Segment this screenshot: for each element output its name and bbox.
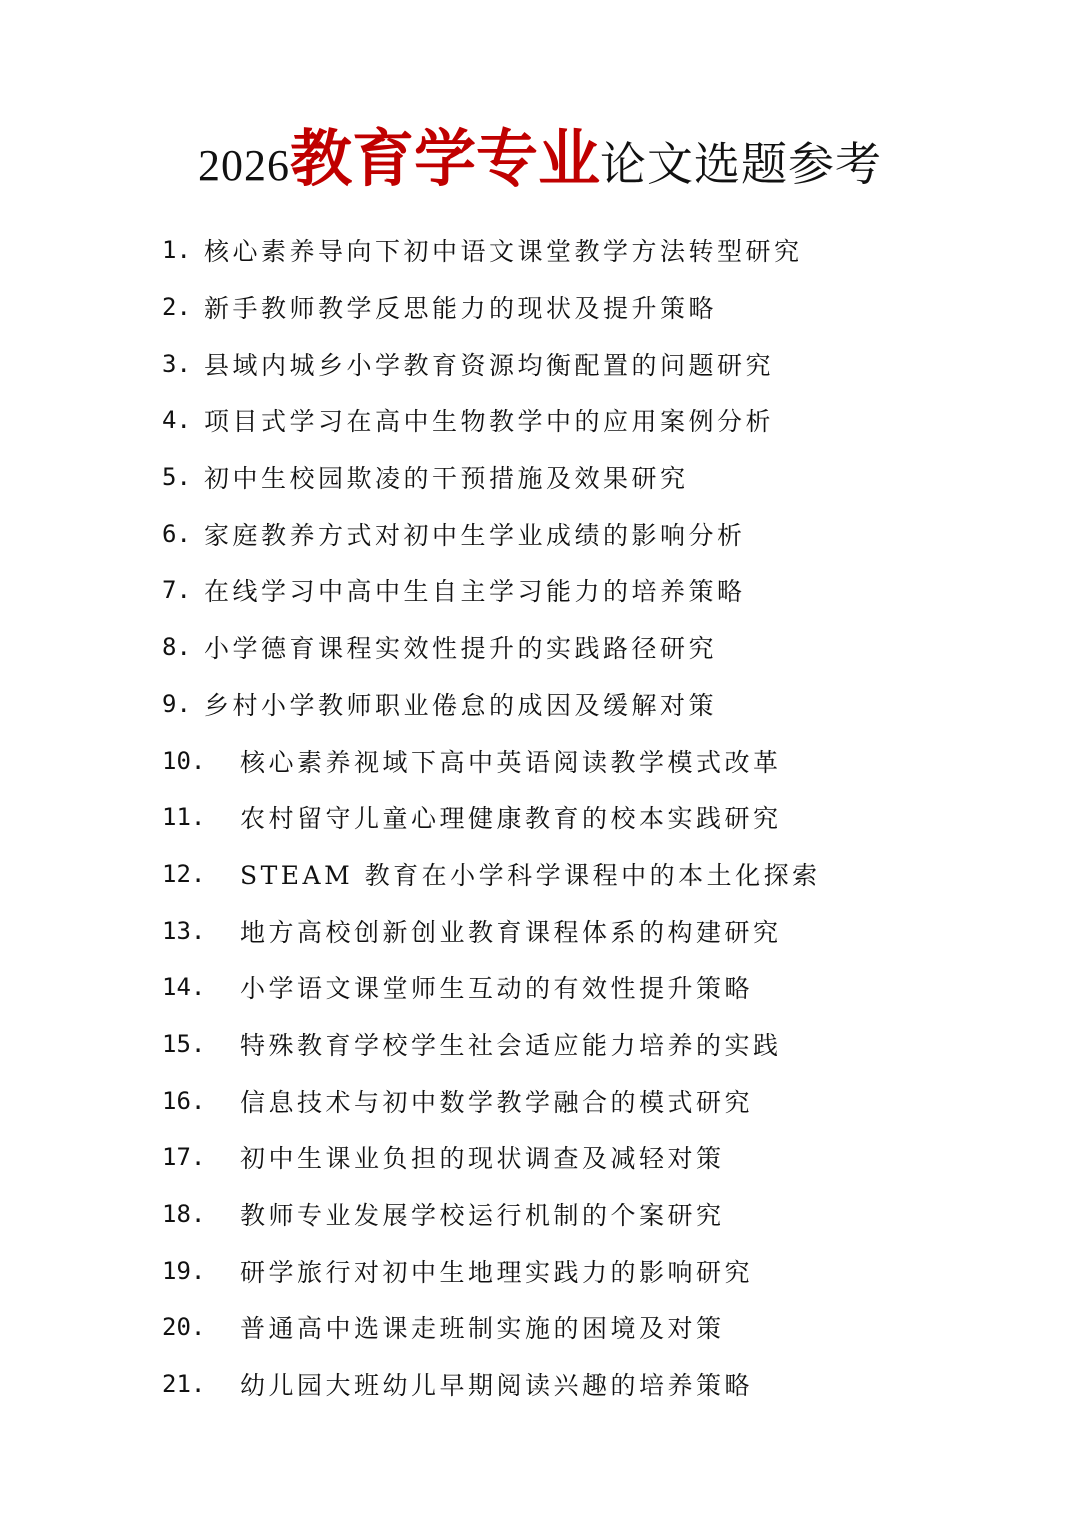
topic-number: 5. [162,463,191,492]
topic-item [162,392,1042,449]
topic-text: 核心素养导向下初中语文课堂教学方法转型研究 [204,237,803,267]
topic-item [162,1299,1042,1356]
topic-item [162,1072,1042,1129]
topic-item [162,789,1042,846]
topic-item [162,1016,1042,1073]
topic-number: 10. [162,746,206,775]
topic-item [162,619,1042,676]
topic-text: 家庭教养方式对初中生学业成绩的影响分析 [204,520,746,550]
topic-item [162,959,1042,1016]
topic-number: 16. [162,1086,206,1115]
topic-item [162,1356,1042,1413]
topic-list [162,222,1042,1412]
topic-text: 项目式学习在高中生物教学中的应用案例分析 [204,407,775,437]
topic-text: 普通高中选课走班制实施的困境及对策 [240,1314,725,1344]
topic-item [162,1129,1042,1186]
topic-text: 小学德育课程实效性提升的实践路径研究 [204,634,718,664]
topic-text: 教师专业发展学校运行机制的个案研究 [240,1201,725,1231]
topic-text: 初中生课业负担的现状调查及减轻对策 [240,1144,725,1174]
topic-item [162,846,1042,903]
topic-item [162,1242,1042,1299]
topic-text: 初中生校园欺凌的干预措施及效果研究 [204,464,689,494]
topic-text: 县域内城乡小学教育资源均衡配置的问题研究 [204,350,775,380]
topic-item [162,449,1042,506]
topic-text: 特殊教育学校学生社会适应能力培养的实践 [240,1030,782,1060]
topic-text: 在线学习中高中生自主学习能力的培养策略 [204,577,746,607]
topic-number: 3. [162,349,191,378]
topic-number: 7. [162,576,191,605]
topic-number: 13. [162,916,206,945]
topic-number: 12. [162,859,206,888]
topic-text: 信息技术与初中数学教学融合的模式研究 [240,1087,754,1117]
topic-number: 18. [162,1200,206,1229]
topic-item [162,902,1042,959]
title-suffix: 论文选题参考 [600,137,882,191]
topic-item [162,562,1042,619]
topic-text: 地方高校创新创业教育课程体系的构建研究 [240,917,782,947]
topic-number: 17. [162,1143,206,1172]
topic-number: 19. [162,1256,206,1285]
page-title [0,122,1080,195]
topic-number: 4. [162,406,191,435]
topic-number: 9. [162,689,191,718]
topic-number: 8. [162,633,191,662]
title-highlight: 教育学专业 [289,122,600,195]
title-year: 2026 [197,141,290,190]
topic-item [162,1186,1042,1243]
topic-number: 14. [162,973,206,1002]
topic-number: 20. [162,1313,206,1342]
topic-text: 幼儿园大班幼儿早期阅读兴趣的培养策略 [240,1371,754,1401]
topic-number: 21. [162,1370,206,1399]
topic-text: 新手教师教学反思能力的现状及提升策略 [204,294,718,324]
topic-item [162,732,1042,789]
topic-text: 研学旅行对初中生地理实践力的影响研究 [240,1257,754,1287]
topic-number: 15. [162,1029,206,1058]
topic-item [162,505,1042,562]
topic-text: 农村留守儿童心理健康教育的校本实践研究 [240,804,782,834]
topic-text: 乡村小学教师职业倦怠的成因及缓解对策 [204,690,718,720]
topic-text: 小学语文课堂师生互动的有效性提升策略 [240,974,754,1004]
topic-number: 6. [162,519,191,548]
topic-text: 核心素养视域下高中英语阅读教学模式改革 [240,747,782,777]
topic-item [162,335,1042,392]
topic-item [162,279,1042,336]
topic-number: 2. [162,293,191,322]
topic-number: 1. [162,236,191,265]
topic-number: 11. [162,803,206,832]
topic-item [162,676,1042,733]
topic-item [162,222,1042,279]
topic-text: STEAM 教育在小学科学课程中的本土化探索 [240,860,821,890]
